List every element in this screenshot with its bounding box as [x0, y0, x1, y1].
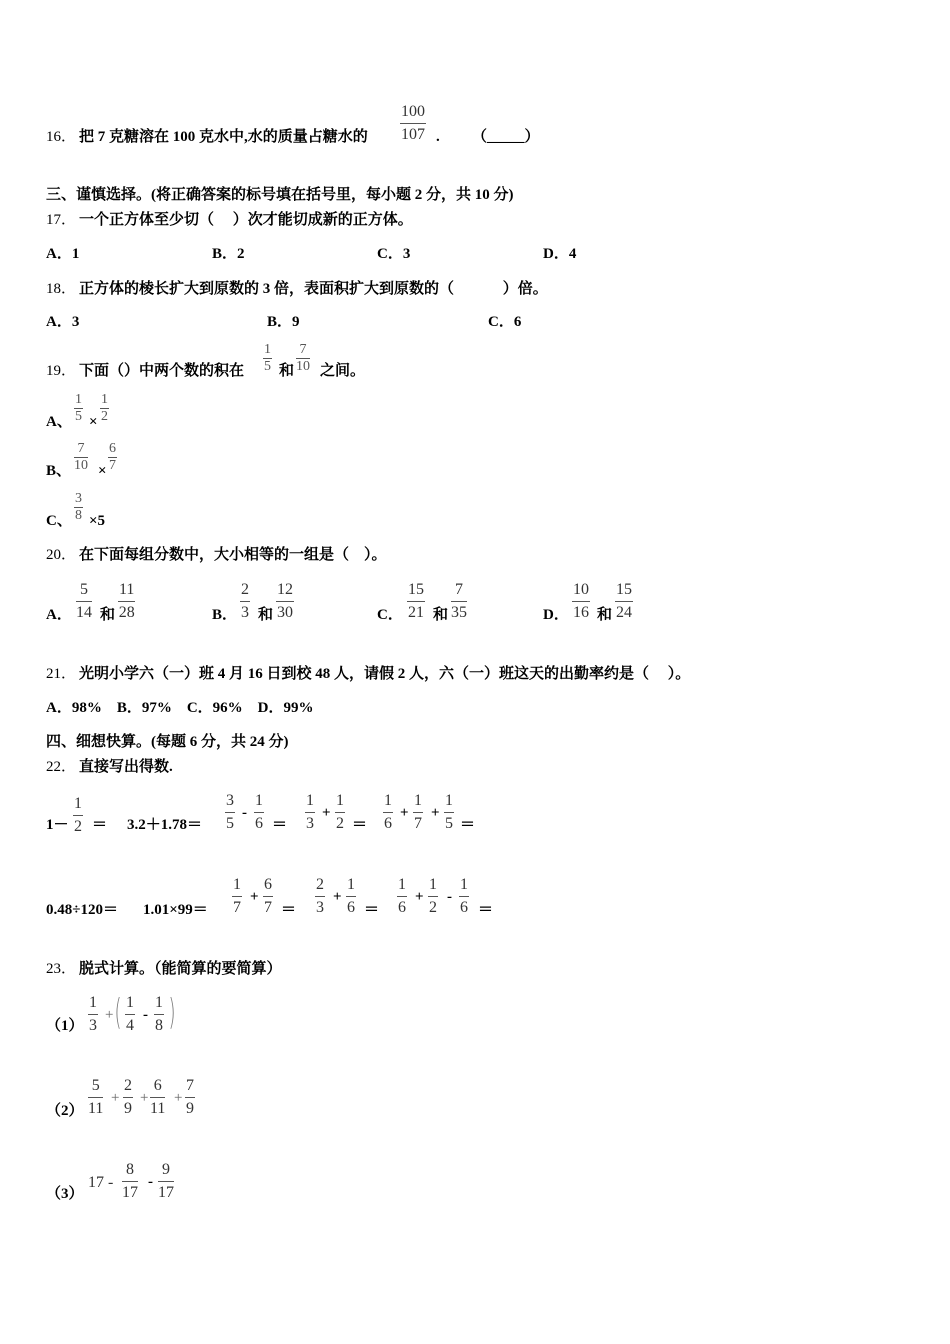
q16-text: 把 7 克糖溶在 100 克水中,水的质量占糖水的 — [79, 129, 368, 145]
q23-p2-b: 2 9 — [124, 1077, 132, 1117]
q19-option-c-label[interactable]: C、 — [46, 513, 72, 529]
q22-r2-item4-b: 1 6 — [347, 876, 355, 916]
q22-r2-item3-b: 6 7 — [264, 876, 272, 916]
q16-number: 16． — [46, 129, 77, 145]
q19-and: 和 — [279, 363, 295, 379]
q20-option-d-and: 和 — [597, 607, 613, 623]
q17-option-a[interactable]: A．1 — [46, 246, 80, 262]
q22-r1-item5-a: 1 6 — [384, 792, 392, 832]
q19-text-pre: 下面（）中两个数的积在 — [79, 363, 245, 379]
q22-r1-item3-b: 1 6 — [255, 792, 263, 832]
q23-p2-e: 7 9 — [186, 1077, 194, 1117]
q22-r2-item3-op: + — [250, 889, 259, 905]
q22-r1-item2: 3.2＋1.78＝ — [127, 817, 203, 833]
q16-period: . — [436, 129, 440, 145]
q22-r2-item1: 0.48÷120＝ — [46, 902, 118, 918]
q20-option-c-fraction-2: 7 35 — [451, 581, 467, 621]
q20-option-c-label[interactable]: C． — [377, 607, 403, 623]
q22-r1-item4-op: + — [322, 805, 331, 821]
q19-option-c-tail: ×5 — [89, 513, 106, 529]
q22-r1-item3-op: - — [242, 805, 247, 821]
q22-text: 直接写出得数. — [79, 759, 173, 775]
q17-option-c[interactable]: C．3 — [377, 246, 411, 262]
q22-r1-item5-c: 1 5 — [445, 792, 453, 832]
q23-p3-pre: 17 - — [88, 1174, 114, 1191]
q19-option-a-fraction-1: 1 5 — [75, 392, 82, 424]
q20-option-a-fraction-2: 11 28 — [118, 581, 135, 621]
q23-p2-op1: + — [111, 1090, 120, 1106]
q19-number: 19． — [46, 363, 77, 379]
q22-r2-item3-eq: ＝ — [281, 902, 297, 918]
q22-r1-item3-a: 3 5 — [226, 792, 234, 832]
q22-r1-item4-b: 1 2 — [336, 792, 344, 832]
q19-option-b-fraction-1: 7 10 — [74, 441, 88, 473]
q22-r2-item5-op2: - — [447, 889, 452, 905]
q20-option-c-and: 和 — [433, 607, 449, 623]
q23-p1-a: 1 3 — [89, 994, 97, 1034]
q22-r2-item4-eq: ＝ — [364, 902, 380, 918]
q18-option-a[interactable]: A．3 — [46, 314, 80, 330]
q22-r2-item5-op1: + — [415, 889, 424, 905]
q22-r2-item4-a: 2 3 — [316, 876, 324, 916]
q22-r2-item5-b: 1 2 — [429, 876, 437, 916]
q22-r2-item5-a: 1 6 — [398, 876, 406, 916]
q22-r1-item4-a: 1 3 — [306, 792, 314, 832]
q19-option-a-times: × — [89, 414, 98, 430]
q17-option-b[interactable]: B．2 — [212, 246, 245, 262]
q23-p3-op: - — [148, 1174, 153, 1190]
q20-option-a-and: 和 — [100, 607, 116, 623]
q18-number: 18． — [46, 281, 77, 297]
q22-r2-item2: 1.01×99＝ — [143, 902, 208, 918]
q19-option-a-label[interactable]: A、 — [46, 414, 72, 430]
q16-answer-blank[interactable]: （_____） — [472, 129, 540, 145]
q19-text-post: 之间。 — [320, 363, 366, 379]
q18-option-b[interactable]: B．9 — [267, 314, 300, 330]
q19-option-b-label[interactable]: B、 — [46, 463, 72, 479]
q20-option-b-fraction-2: 12 30 — [277, 581, 293, 621]
q23-text: 脱式计算。（能简算的要简算） — [79, 961, 282, 977]
q20-option-c-fraction-1: 15 21 — [408, 581, 424, 621]
q21-text: 光明小学六（一）班 4 月 16 日到校 48 人，请假 2 人，六（一）班这天的出勤率约是（ ）。 — [79, 666, 691, 682]
q23-p1-right-paren-icon: ) — [168, 992, 176, 1033]
q22-r2-item4-op: + — [333, 889, 342, 905]
q20-option-a-label[interactable]: A． — [46, 607, 72, 623]
q23-number: 23． — [46, 961, 77, 977]
q20-option-d-fraction-1: 10 16 — [573, 581, 589, 621]
q23-p1-op2: - — [143, 1007, 148, 1023]
q19-option-b-times: × — [98, 463, 107, 479]
q22-r1-item1-fraction: 1 2 — [74, 795, 82, 835]
q21-number: 21． — [46, 666, 77, 682]
q22-r1-item5-op1: + — [400, 805, 409, 821]
q18-option-c[interactable]: C．6 — [488, 314, 522, 330]
q23-p1-b: 1 4 — [126, 994, 134, 1034]
q22-r2-item3-a: 1 7 — [233, 876, 241, 916]
q23-p2-label: （2） — [46, 1103, 84, 1119]
q20-option-d-fraction-2: 15 24 — [616, 581, 632, 621]
q23-p2-op2: + — [140, 1090, 149, 1106]
q23-p1-label: （1） — [46, 1018, 84, 1034]
q20-option-a-fraction-1: 5 14 — [76, 581, 92, 621]
q22-r1-item3-eq: ＝ — [272, 817, 288, 833]
q18-text: 正方体的棱长扩大到原数的 3 倍，表面积扩大到原数的（ ）倍。 — [79, 281, 548, 297]
q22-r1-item5-eq: ＝ — [460, 817, 476, 833]
q19-fraction-2: 7 10 — [296, 342, 310, 374]
q21-options[interactable]: A．98% B．97% C．96% D．99% — [46, 700, 314, 716]
q16-fraction: 100 107 — [401, 103, 425, 143]
q22-r2-item5-eq: ＝ — [478, 902, 494, 918]
q22-r1-item4-eq: ＝ — [352, 817, 368, 833]
q20-option-d-label[interactable]: D． — [543, 607, 569, 623]
q23-p2-a: 5 11 — [88, 1077, 104, 1117]
q23-p1-op1: + — [105, 1007, 114, 1023]
q20-option-b-and: 和 — [258, 607, 274, 623]
q22-r2-item5-c: 1 6 — [460, 876, 468, 916]
q19-option-b-fraction-2: 6 7 — [109, 441, 116, 473]
section4-heading: 四、细想快算。(每题 6 分，共 24 分) — [46, 734, 289, 750]
q17-number: 17． — [46, 212, 77, 228]
q20-text: 在下面每组分数中，大小相等的一组是（ ）。 — [79, 547, 387, 563]
q23-p3-b: 9 17 — [158, 1161, 174, 1201]
q23-p3-a: 8 17 — [122, 1161, 138, 1201]
q20-option-b-label[interactable]: B． — [212, 607, 238, 623]
q20-option-b-fraction-1: 2 3 — [241, 581, 249, 621]
q22-r1-item1-pre: 1－ — [46, 817, 69, 833]
section3-heading: 三、谨慎选择。(将正确答案的标号填在括号里，每小题 2 分，共 10 分) — [46, 187, 514, 203]
q22-r1-item5-op2: + — [431, 805, 440, 821]
q17-option-d[interactable]: D．4 — [543, 246, 577, 262]
q22-number: 22． — [46, 759, 77, 775]
q19-option-a-fraction-2: 1 2 — [101, 392, 108, 424]
q19-option-c-fraction: 3 8 — [75, 491, 82, 523]
q23-p1-c: 1 8 — [155, 994, 163, 1034]
q22-r1-item5-b: 1 7 — [414, 792, 422, 832]
q20-number: 20． — [46, 547, 77, 563]
q23-p3-label: （3） — [46, 1186, 84, 1202]
q22-r1-item1-eq: ＝ — [92, 817, 108, 833]
q23-p2-op3: + — [174, 1090, 183, 1106]
q23-p1-left-paren-icon: ( — [114, 992, 122, 1033]
q17-text: 一个正方体至少切（ ）次才能切成新的正方体。 — [79, 212, 413, 228]
q19-fraction-1: 1 5 — [264, 342, 271, 374]
q23-p2-c: 6 11 — [150, 1077, 166, 1117]
